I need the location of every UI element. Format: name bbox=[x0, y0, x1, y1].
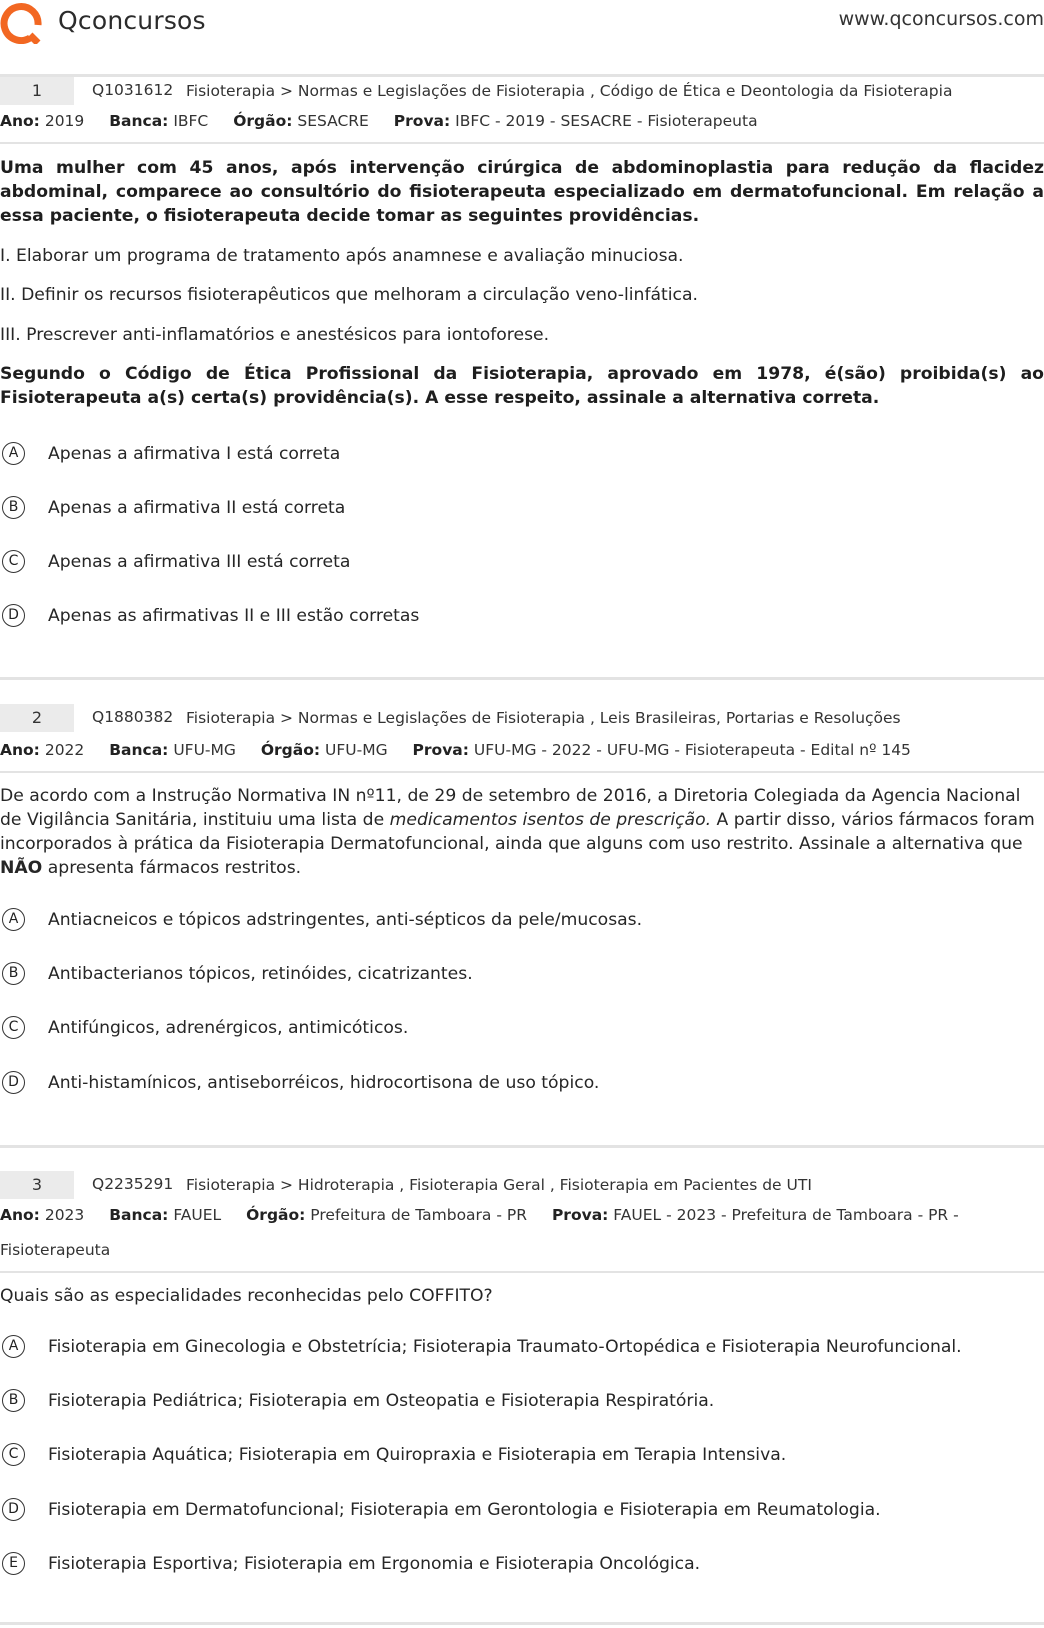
question-subject[interactable]: Fisioterapia > Normas e Legislações de Fisioterapia , Leis Brasileiras, Portarias e Resoluções bbox=[186, 709, 901, 727]
ano-label: Ano: bbox=[0, 1206, 40, 1224]
site-url[interactable]: www.qconcursos.com bbox=[838, 8, 1044, 30]
question-meta bbox=[0, 1201, 1044, 1229]
option-text[interactable]: Antibacterianos tópicos, retinóides, cicatrizantes. bbox=[48, 964, 473, 984]
question-text: Quais são as especialidades reconhecidas pelo COFFITO? bbox=[0, 1286, 493, 1306]
option-text[interactable]: Fisioterapia em Ginecologia e Obstetrícia; Fisioterapia Traumato-Ortopédica e Fisioterapia Neurofuncional. bbox=[48, 1337, 962, 1357]
orgao-label: Órgão: bbox=[233, 112, 293, 130]
prova-label: Prova: bbox=[412, 741, 469, 759]
question-top-rule bbox=[0, 677, 1044, 680]
question-meta bbox=[0, 107, 1044, 135]
prova-label: Prova: bbox=[551, 1206, 609, 1224]
orgao-value: SESACRE bbox=[297, 112, 369, 130]
option-text[interactable]: Fisioterapia Esportiva; Fisioterapia em Ergonomia e Fisioterapia Oncológica. bbox=[48, 1554, 701, 1574]
option-b[interactable] bbox=[0, 1387, 1044, 1415]
option-text[interactable]: Fisioterapia Aquática; Fisioterapia em Quiropraxia e Fisioterapia em Terapia Intensiva. bbox=[48, 1445, 787, 1465]
question-text-part: A partir disso, vários fármacos foram incorporados à prática da Fisioterapia Dermatofuncional, ainda que alguns com uso restrito. Assinale a alternativa que bbox=[0, 810, 1035, 854]
option-letter[interactable]: A bbox=[2, 1335, 25, 1358]
banca-value: IBFC bbox=[173, 112, 209, 130]
option-text[interactable]: Anti-histamínicos, antiseborréicos, hidrocortisona de uso tópico. bbox=[48, 1073, 600, 1093]
ano-value: 2022 bbox=[44, 741, 85, 759]
option-text[interactable]: Fisioterapia em Dermatofuncional; Fisioterapia em Gerontologia e Fisioterapia em Reumatologia. bbox=[48, 1500, 881, 1520]
option-a[interactable] bbox=[0, 906, 1044, 934]
prova-value: FAUEL - 2023 - Prefeitura de Tamboara - PR - bbox=[613, 1206, 959, 1224]
question-text-part: apresenta fármacos restritos. bbox=[42, 858, 302, 878]
option-a[interactable] bbox=[0, 1333, 1044, 1361]
option-text[interactable]: Apenas a afirmativa III está correta bbox=[48, 552, 351, 572]
option-d[interactable] bbox=[0, 1069, 1044, 1097]
question-subject[interactable]: Fisioterapia > Hidroterapia , Fisioterapia Geral , Fisioterapia em Pacientes de UTI bbox=[186, 1176, 812, 1194]
question-text-italic: medicamentos isentos de prescrição. bbox=[389, 810, 712, 830]
ano-value: 2023 bbox=[44, 1206, 85, 1224]
ano-value: 2019 bbox=[44, 112, 85, 130]
question-statement: Segundo o Código de Ética Profissional da Fisioterapia, aprovado em 1978, é(são) proibida(s) ao Fisioterapeuta a(s) certa(s) providência(s). A esse respeito, assinale a alternativa correta. bbox=[0, 364, 1044, 408]
option-text[interactable]: Apenas a afirmativa II está correta bbox=[48, 498, 346, 518]
prova-value: UFU-MG - 2022 - UFU-MG - Fisioterapeuta - Edital nº 145 bbox=[473, 741, 911, 759]
orgao-value: Prefeitura de Tamboara - PR bbox=[310, 1206, 527, 1224]
option-text[interactable]: Antifúngicos, adrenérgicos, antimicóticos. bbox=[48, 1018, 409, 1038]
question-intro: Uma mulher com 45 anos, após intervenção cirúrgica de abdominoplastia para redução da flacidez abdominal, comparece ao consultório do fisioterapeuta especializado em dermatofuncional. Em relação a essa paciente, o fisioterapeuta decide tomar as seguintes providências. bbox=[0, 158, 1044, 226]
question-code[interactable]: Q1880382 bbox=[92, 708, 174, 726]
page-header bbox=[0, 0, 1044, 50]
option-c[interactable] bbox=[0, 1441, 1044, 1469]
qconcursos-logo-icon[interactable] bbox=[0, 2, 46, 44]
option-text[interactable]: Fisioterapia Pediátrica; Fisioterapia em Osteopatia e Fisioterapia Respiratória. bbox=[48, 1391, 715, 1411]
option-c[interactable] bbox=[0, 548, 1044, 576]
prova-label: Prova: bbox=[393, 112, 451, 130]
option-letter[interactable]: D bbox=[2, 1071, 25, 1094]
option-c[interactable] bbox=[0, 1014, 1044, 1042]
question-item: II. Definir os recursos fisioterapêuticos que melhoram a circulação veno-linfática. bbox=[0, 285, 698, 305]
option-b[interactable] bbox=[0, 960, 1044, 988]
option-d[interactable] bbox=[0, 602, 1044, 630]
question-subject[interactable]: Fisioterapia > Normas e Legislações de Fisioterapia , Código de Ética e Deontologia da Fisioterapia bbox=[186, 82, 953, 100]
question-number: 2 bbox=[0, 704, 74, 732]
question-item: III. Prescrever anti-inflamatórios e anestésicos para iontoforese. bbox=[0, 325, 550, 345]
question-code[interactable]: Q2235291 bbox=[92, 1175, 174, 1193]
orgao-label: Órgão: bbox=[260, 741, 321, 759]
ano-label: Ano: bbox=[0, 741, 40, 759]
banca-label: Banca: bbox=[109, 741, 169, 759]
option-a[interactable] bbox=[0, 440, 1044, 468]
option-letter[interactable]: B bbox=[2, 496, 25, 519]
logo-text[interactable]: Qconcursos bbox=[58, 6, 206, 35]
question-code[interactable]: Q1031612 bbox=[92, 81, 174, 99]
question-meta bbox=[0, 736, 1044, 764]
question-top-rule bbox=[0, 1145, 1044, 1148]
option-text[interactable]: Apenas as afirmativas II e III estão corretas bbox=[48, 606, 420, 626]
option-text[interactable]: Apenas a afirmativa I está correta bbox=[48, 444, 341, 464]
option-e[interactable] bbox=[0, 1550, 1044, 1578]
question-number: 1 bbox=[0, 77, 74, 105]
option-letter[interactable]: D bbox=[2, 604, 25, 627]
question-header-separator bbox=[0, 1271, 1044, 1273]
orgao-value: UFU-MG bbox=[325, 741, 388, 759]
option-letter[interactable]: C bbox=[2, 550, 25, 573]
option-letter[interactable]: B bbox=[2, 1389, 25, 1412]
option-letter[interactable]: E bbox=[2, 1552, 25, 1575]
option-d[interactable] bbox=[0, 1496, 1044, 1524]
question-text-bold: NÃO bbox=[0, 858, 43, 878]
option-letter[interactable]: B bbox=[2, 962, 25, 985]
ano-label: Ano: bbox=[0, 112, 40, 130]
banca-value: FAUEL bbox=[173, 1206, 222, 1224]
option-text[interactable]: Antiacneicos e tópicos adstringentes, anti-sépticos da pele/mucosas. bbox=[48, 910, 643, 930]
question-item: I. Elaborar um programa de tratamento após anamnese e avaliação minuciosa. bbox=[0, 246, 684, 266]
option-b[interactable] bbox=[0, 494, 1044, 522]
question-header-separator bbox=[0, 771, 1044, 773]
question-number: 3 bbox=[0, 1171, 74, 1199]
banca-label: Banca: bbox=[109, 1206, 169, 1224]
orgao-label: Órgão: bbox=[246, 1206, 306, 1224]
option-letter[interactable]: D bbox=[2, 1498, 25, 1521]
banca-value: UFU-MG bbox=[173, 741, 236, 759]
option-letter[interactable]: A bbox=[2, 908, 25, 931]
prova-value: IBFC - 2019 - SESACRE - Fisioterapeuta bbox=[455, 112, 758, 130]
option-letter[interactable]: C bbox=[2, 1443, 25, 1466]
option-letter[interactable]: A bbox=[2, 442, 25, 465]
question-header-separator bbox=[0, 142, 1044, 144]
question-text-part: De acordo com a Instrução Normativa IN nº11, de 29 de setembro de 2016, a Diretoria Colegiada da Agencia Nacional de Vigilância Sanitária, instituiu uma lista de bbox=[0, 786, 1021, 830]
option-letter[interactable]: C bbox=[2, 1016, 25, 1039]
question-text bbox=[0, 784, 1044, 880]
banca-label: Banca: bbox=[109, 112, 169, 130]
prova-value-continued: Fisioterapeuta bbox=[0, 1241, 111, 1259]
question-bottom-rule bbox=[0, 1622, 1044, 1625]
